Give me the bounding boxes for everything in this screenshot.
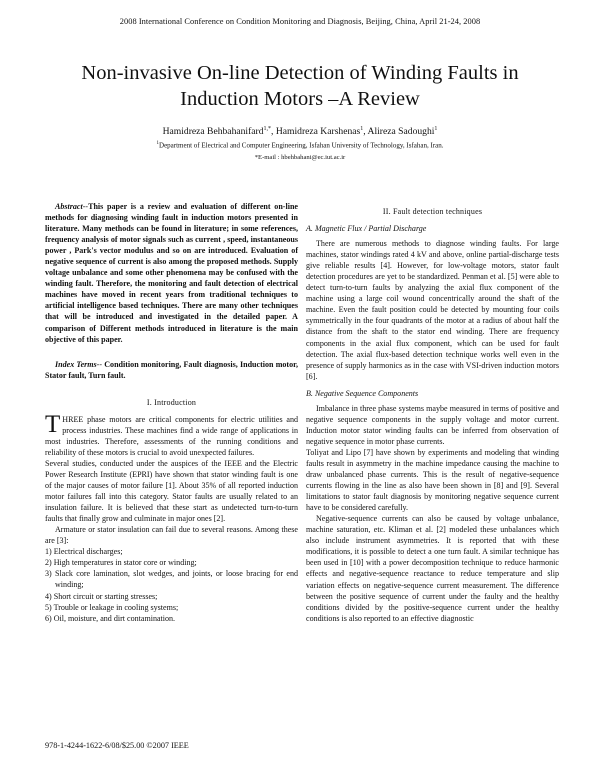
failure-causes-list [45,546,298,623]
negative-sequence-paragraph-2: Toliyat and Lipo [7] have shown by experiments and modeling that winding faults result in asymmetry in the machine impedance causing the machine to draw unbalanced phase currents. This is the result of negative-sequence currents flowing in the line as also have been shown in [8] and [9]. Several limitations to stator fault diagnosis by monitoring negative sequence current have to be considered carefully. [306,447,559,513]
affiliation-text: Department of Electrical and Computer Engineering, Isfahan University of Technology, Isfahan, Iran. [159,141,444,150]
author-name: Alireza Sadoughi [367,126,435,138]
author-superscript: 1 [360,126,364,132]
author-name: Hamidreza Karshenas [275,126,361,138]
author-list [0,126,600,137]
index-terms [45,359,298,381]
intro-paragraph-2: Several studies, conducted under the auspices of the IEEE and the Electric Power Research Institute (EPRI) have shown that stator winding fault is one of the major causes of motor failure [1]. About 35% of all reported induction motor failures fall into this category. Stator faults are usually related to an insulation failure. It is believed that these start as undetected turn-to-turn faults that finally grow and culminate in major ones [2]. [45,458,298,524]
intro-paragraph-1-text: HREE phase motors are critical components for electric utilities and process industries. These machines find a wide range of applications in most industries. Therefore, assessments of the running conditions and reliability of these motors is crucial to avoid unexpected failures. [45,414,298,457]
section-heading-introduction: I. Introduction [146,397,197,407]
affiliation-superscript: 1 [156,141,160,146]
intro-paragraph-1 [45,410,298,458]
list-item: 5) Trouble or leakage in cooling systems; [45,602,179,612]
author-superscript: 1,* [263,126,272,132]
author-separator: , [271,126,276,138]
abstract [45,201,298,345]
subsection-heading-negative-sequence: B. Negative Sequence Components [306,388,419,398]
subsection-heading-magnetic-flux: A. Magnetic Flux / Partial Discharge [306,224,427,234]
list-item: 6) Oil, moisture, and dirt contamination. [45,613,176,623]
magnetic-flux-paragraph: There are numerous methods to diagnose winding faults. For large machines, stator windings rated 4 kV and above, online partial-discharge tests give reliable results [4]. However, for low-voltage motors, stator fault detection procedures are yet to be standardized. Penman et al. [5] were able to detect turn-to-turn faults by analyzing the axial flux component of the machine using a large coil wound concentrically around the shaft of the machine. Even the fault position could be detected by mounting four coils symmetrically in the four quadrants of the motor at a radius of about half the distance from the shaft to the stator end winding. There are frequency components in the axial flux component, which can be used for fault detection. The axial flux-based detection technique works well even in the presence of supply harmonics as in the case with VSI-driven induction motors [6]. [306,239,559,381]
section-heading-fault-detection: II. Fault detection techniques [382,207,483,216]
list-item: 1) Electrical discharges; [45,547,123,557]
affiliation [0,141,600,149]
conference-header: 2008 International Conference on Condition Monitoring and Diagnosis, Beijing, China, April 21-24, 2008 [119,17,481,26]
list-item: 2) High temperatures in stator core or winding; [45,558,197,568]
index-terms-text: Condition monitoring, Fault diagnosis, Induction motor, Stator fault, Turn fault. [45,359,298,380]
list-item: 3) Slack core lamination, slot wedges, and joints, or loose bracing for end winding; [45,569,298,590]
drop-cap: T [45,410,61,438]
corresponding-email: *E-mail : hbehbahani@ec.iut.ac.ir [254,154,346,161]
list-item: 4) Short circuit or starting stresses; [45,591,158,601]
intro-paragraph-3: Armature or stator insulation can fail due to several reasons. Among these are [3]: [45,525,298,546]
abstract-lead: Abstract-- [55,202,89,211]
index-terms-lead: Index Terms-- [55,359,103,369]
paper-title: Non-invasive On-line Detection of Winding Faults in Induction Motors –A Review [81,62,519,110]
author-name: Hamidreza Behbahanifard [162,126,264,138]
negative-sequence-paragraph-3: Negative-sequence currents can also be caused by voltage unbalance, machine saturation, etc. Kliman et al. [2] modeled these unbalances which also include instrument asymmetries. It is reported that with these modifications, it is possible to detect a one turn fault. A similar technique has been used in [10] with a power decomposition technique to reduce harmonic effects and negative-sequence reactance to reduce temperature and slip variation effects on negative-sequence current measurement. The difference between the positive sequence of current under the faulty and the healthy conditions divided by the positive-sequence current under the healthy conditions is also reported to an effective diagnostic [306,514,559,623]
left-column [45,201,298,624]
abstract-text: This paper is a review and evaluation of different on-line methods for diagnosing winding fault in induction motors presented in literature. Many methods can be found in literature; in some references, frequency analysis of motor signals such as current , speed, instantaneous power , Park's vector modulus and so on are introduced. Evaluation of negative sequence of current is also among the proposed methods. Supply voltage unbalance and some other phenomena may be confused with the winding fault. Therefore, the monitoring and fault detection of electrical machines have moved in recent years from traditional techniques to artificial intelligence based techniques. There are many other techniques that will be introduced and investigated in the detailed paper. A comparison of Different methods introduced in literature is the main objective of this paper. [45,202,298,344]
copyright-footer: 978-1-4244-1622-6/08/$25.00 ©2007 IEEE [45,741,189,750]
right-column [306,206,559,624]
author-superscript: 1 [434,126,438,132]
author-separator: , [363,126,368,138]
negative-sequence-paragraph-1: Imbalance in three phase systems maybe measured in terms of positive and negative sequence components in the supply voltage and motor current. Induction motor stator winding faults can be inferred from observation of negative sequence in motor phase currents. [306,403,559,446]
